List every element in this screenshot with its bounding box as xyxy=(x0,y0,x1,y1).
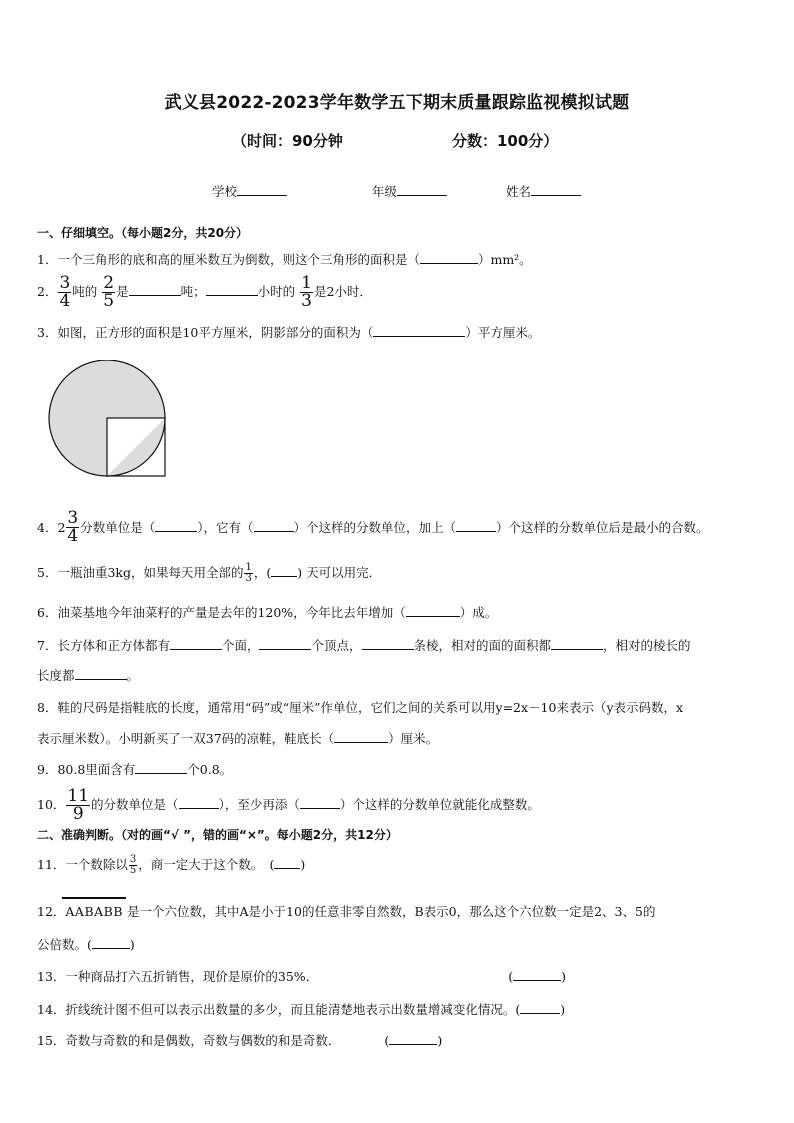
school-field[interactable]: 学校 xyxy=(212,182,287,200)
question-7-cont: 长度都 。 xyxy=(37,668,140,683)
question-8-cont: 表示厘米数）。小明新买了一双37码的凉鞋，鞋底长（ ）厘米。 xyxy=(37,731,439,746)
exam-time: （时间：90分钟 xyxy=(232,132,343,150)
overline-number: AABABB xyxy=(65,904,124,919)
question-2: 2． $\frac{3}{4}$ 吨的 $\frac{2}{5}$ 是 吨； 小时的 $\frac{1}{3}$ 是2小时． xyxy=(37,273,372,311)
fraction: $\frac{2}{5}$ xyxy=(103,273,115,311)
question-4: 4． 2 $\frac{3}{4}$ 分数单位是（ ），它有（ ）个这样的分数单位，加上（ ）个这样的分数单位后是最小的合数。 xyxy=(37,508,709,546)
name-field[interactable]: 姓名 xyxy=(506,182,581,200)
fraction: $\frac{11}{9}$ xyxy=(67,786,90,824)
question-15: 15．奇数与奇数的和是偶数，奇数与偶数的和是奇数． ( ) xyxy=(37,1033,443,1048)
page-title: 武义县2022-2023学年数学五下期末质量跟踪监视模拟试题 xyxy=(164,93,630,113)
fraction: $\frac{3}{5}$ xyxy=(129,854,137,876)
fraction: $\frac{1}{3}$ xyxy=(301,273,312,311)
section-2-heading: 二、准确判断。（对的画“√ ”，错的画“×”。每小题2分，共12分） xyxy=(37,828,398,842)
question-5: 5．一瓶油重3kg，如果每天用全部的 $\frac{1}{3}$ ，( ) 天可以用完． xyxy=(37,562,382,584)
fraction: $\frac{1}{3}$ xyxy=(245,562,252,584)
question-12: 12．AABABB 是一个六位数，其中A是小于10的任意非零自然数，B表示0，那么这个六位数一定是2、3、5的 xyxy=(37,904,656,919)
question-3: 3．如图，正方形的面积是10平方厘米，阴影部分的面积为（ ）平方厘米。 xyxy=(37,325,541,340)
fraction: $\frac{3}{4}$ xyxy=(67,508,79,546)
fraction: $\frac{3}{4}$ xyxy=(59,273,71,311)
question-1: 1．一个三角形的底和高的厘米数互为倒数，则这个三角形的面积是（ ）mm²。 xyxy=(37,252,532,267)
section-1-heading: 一、仔细填空。（每小题2分，共20分） xyxy=(37,226,249,240)
question-12-cont: 公倍数。( ) xyxy=(37,937,135,952)
question-7: 7．长方体和正方体都有 个面， 个顶点， 条棱，相对的面的面积都 ，相对的棱长的 xyxy=(37,638,691,653)
question-9: 9．80.8里面含有 个0.8。 xyxy=(37,762,233,777)
grade-field[interactable]: 年级 xyxy=(372,182,447,200)
question-10: 10． $\frac{11}{9}$ 的分数单位是（ ），至少再添（ ）个这样的分数单位就能化成整数。 xyxy=(37,786,540,824)
question-6: 6．油菜基地今年油菜籽的产量是去年的120%，今年比去年增加（ ）成。 xyxy=(37,605,498,620)
question-14: 14．折线统计图不但可以表示出数量的多少，而且能清楚地表示出数量增减变化情况。( ) xyxy=(37,1002,566,1017)
exam-score: 分数：100分） xyxy=(452,132,559,150)
circle-square-figure xyxy=(44,360,170,480)
question-11: 11．一个数除以 $\frac{3}{5}$ ，商一定大于这个数。 ( ) xyxy=(37,854,306,876)
question-8: 8．鞋的尺码是指鞋底的长度，通常用“码”或“厘米”作单位，它们之间的关系可以用y=2x－10来表示（y表示码数，x xyxy=(37,700,684,715)
question-13: 13．一种商品打六五折销售，现价是原价的35%． ( ) xyxy=(37,969,566,984)
